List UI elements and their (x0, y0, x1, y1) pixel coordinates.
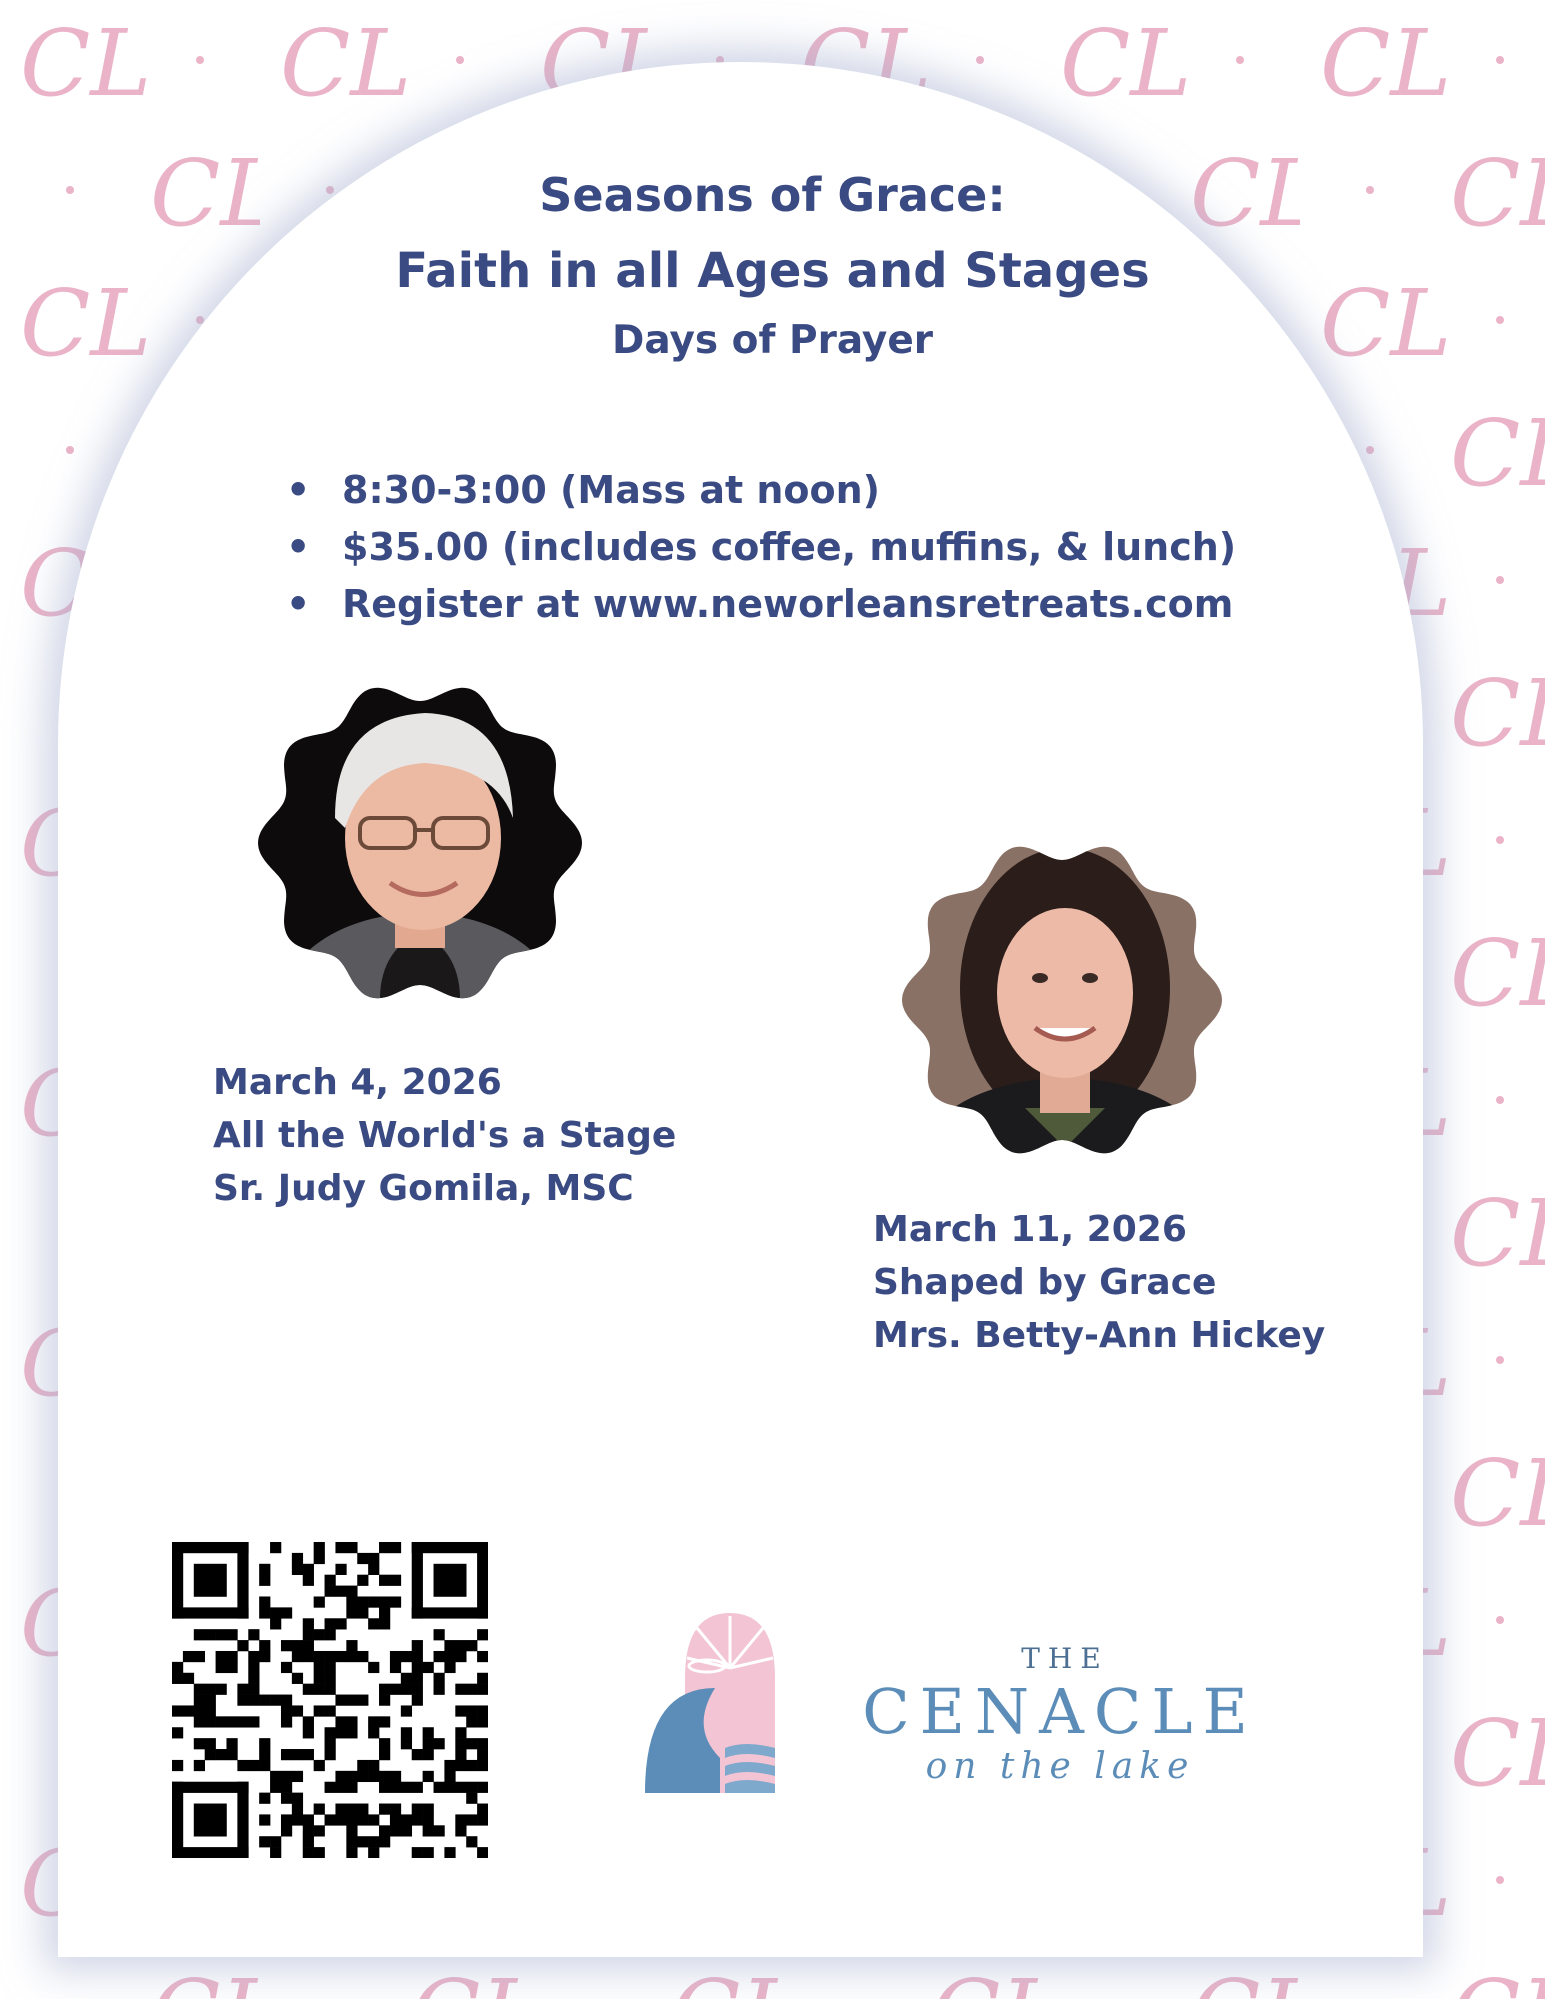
title-line-2: Faith in all Ages and Stages (395, 243, 1150, 299)
detail-price: • $35.00 (includes coffee, muffins, & lunch) (286, 525, 1237, 569)
subtitle: Days of Prayer (611, 318, 934, 363)
event-title: Shaped by Grace (873, 1262, 1217, 1303)
cenacle-emblem-icon (645, 1613, 775, 1793)
event-speaker: Sr. Judy Gomila, MSC (213, 1168, 634, 1209)
event-speaker: Mrs. Betty-Ann Hickey (873, 1315, 1326, 1356)
event-date: March 11, 2026 (873, 1209, 1187, 1250)
qr-code-icon[interactable] (172, 1542, 488, 1858)
logo-the: THE (1021, 1642, 1109, 1675)
cenacle-logo (645, 1608, 1295, 1793)
speaker-1-photo (255, 678, 585, 1008)
detail-register: • Register at www.neworleansretreats.com (286, 582, 1234, 626)
logo-on-the-lake: on the lake (925, 1746, 1195, 1787)
event-title: All the World's a Stage (213, 1115, 677, 1156)
event-date: March 4, 2026 (213, 1062, 502, 1103)
event-march-4 (213, 1056, 676, 1215)
details-list (286, 462, 1236, 633)
speaker-2-photo (900, 838, 1225, 1163)
title-line-1: Seasons of Grace: (539, 168, 1006, 222)
detail-time: • 8:30-3:00 (Mass at noon) (286, 468, 881, 512)
logo-cenacle: CENACLE (862, 1675, 1258, 1748)
event-march-11 (873, 1203, 1325, 1362)
